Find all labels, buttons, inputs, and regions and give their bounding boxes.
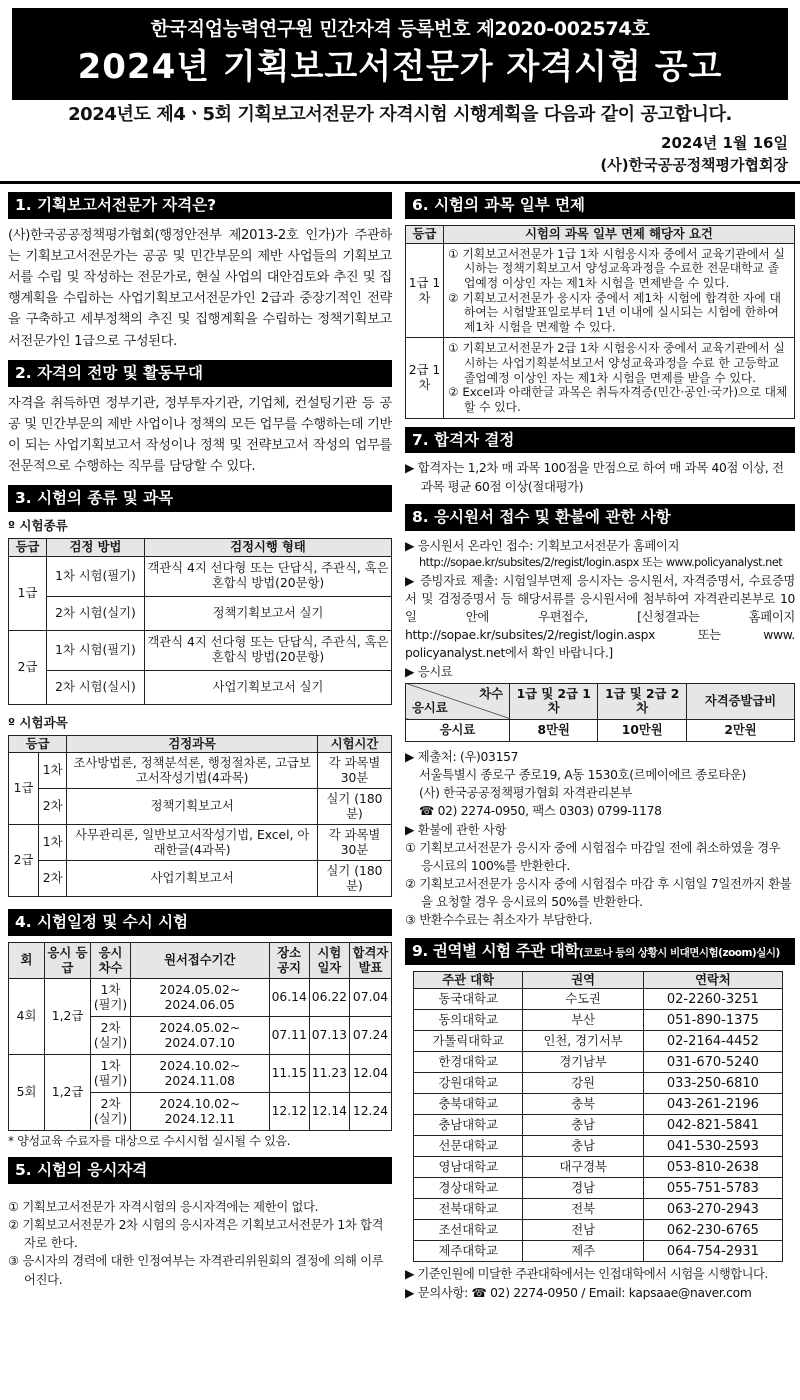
stage-cell: 2차 (39, 789, 67, 825)
result-cell: 12.24 (350, 1093, 392, 1131)
stage-cell: 1차 (필기) (91, 1055, 131, 1093)
contact-cell: 02-2260-3251 (643, 989, 782, 1010)
result-cell: 12.04 (350, 1055, 392, 1093)
exam-date-cell: 07.13 (309, 1017, 349, 1055)
section-2-title: 2. 자격의 전망 및 활동무대 (8, 360, 392, 387)
fee-cell: 8만원 (510, 719, 598, 741)
fee-header-diagonal (406, 683, 510, 719)
submission-address-label: ▶ 제출처: (우)03157 (405, 749, 519, 764)
contact-cell: 02-2164-4452 (643, 1031, 782, 1052)
form-cell: 객관식 4지 선다형 또는 단답식, 주관식, 혹은 혼합식 방법(20문항) (145, 556, 392, 596)
section-8-title: 8. 응시원서 접수 및 환불에 관한 사항 (405, 504, 795, 531)
table-row (9, 789, 392, 825)
region-cell: 대구경북 (523, 1157, 644, 1178)
section-7-title: 7. 합격자 결정 (405, 427, 795, 454)
issuer-name: (사)한국공공정책평가협회장 (600, 155, 788, 174)
section-3-title: 3. 시험의 종류 및 과목 (8, 485, 392, 512)
table-row (9, 556, 392, 596)
stage-cell: 1차 (39, 825, 67, 861)
title-banner (12, 8, 788, 100)
notice-cell: 12.12 (269, 1093, 309, 1131)
exam-date-cell: 06.22 (309, 979, 349, 1017)
exam-subjects-label: º 시험과목 (8, 714, 68, 730)
university-note: ▶ 기준인원에 미달한 주관대학에서는 인접대학에서 시험을 시행합니다. (405, 1267, 768, 1282)
method-cell: 1차 시험(필기) (47, 630, 145, 670)
table-row (414, 1010, 783, 1031)
region-cell: 부산 (523, 1010, 644, 1031)
col-grade: 응시 등급 (45, 943, 91, 979)
exam-types-label: º 시험종류 (8, 518, 68, 534)
col-certificate-fee: 자격증발급비 (687, 683, 795, 719)
table-row (406, 243, 795, 338)
table-row (414, 1031, 783, 1052)
time-cell: 각 과목별 30분 (318, 825, 392, 861)
application-url: http://sopae.kr/subsites/2/regist/login.aspx 또는 www.policyanalyst.net (419, 555, 783, 569)
notice-cell: 07.11 (269, 1017, 309, 1055)
requirement-item: ② 기획보고서전문가 응시자 중에서 제1차 시험에 합격한 자에 대하여는 시험발표일로부터 1년 이내에 실시되는 시험에 한하여 제1차 시험을 면제할 수 있다. (448, 290, 781, 334)
table-row (406, 719, 795, 741)
table-row (414, 1073, 783, 1094)
form-cell: 정책기획보고서 실기 (145, 596, 392, 630)
section-9-title-text: 9. 권역별 시험 주관 대학 (412, 941, 580, 960)
refund-item: ③ 반환수수료는 취소자가 부담한다. (405, 913, 593, 928)
registration-number: 한국직업능력연구원 민간자격 등록번호 제2020-002574호 (150, 18, 650, 40)
col-stage: 응시 차수 (91, 943, 131, 979)
stage-cell: 2차 (실기) (91, 1017, 131, 1055)
result-cell: 07.24 (350, 1017, 392, 1055)
time-cell: 실기 (180분) (318, 861, 392, 897)
subject-cell: 정책기획보고서 (67, 789, 318, 825)
section-9-title-note: (코로나 등의 상황시 비대면시험(zoom)실시) (579, 946, 780, 959)
region-cell: 강원 (523, 1073, 644, 1094)
region-cell: 충남 (523, 1115, 644, 1136)
fee-cell: 10만원 (598, 719, 687, 741)
period-cell: 2024.05.02~ 2024.06.05 (131, 979, 270, 1017)
schedule-note: * 양성교육 수료자를 대상으로 수시시험 실시될 수 있음. (8, 1134, 291, 1149)
refund-item: ② 기획보고서전문가 응시자 중에 시험접수 마감 후 시험일 7일전까지 환불을 요청할 경우 응시료의 50%를 반환한다. (405, 877, 792, 910)
table-row (414, 1220, 783, 1241)
form-cell: 사업기획보고서 실기 (145, 670, 392, 704)
announcement-date: 2024년 1월 16일 (661, 134, 788, 152)
section-9-title (405, 938, 795, 965)
region-cell: 충남 (523, 1136, 644, 1157)
region-cell: 경남 (523, 1178, 644, 1199)
announcement-date-block (600, 133, 788, 177)
online-application: ▶ 응시원서 온라인 접수: 기획보고서전문가 홈페이지 (405, 538, 680, 553)
stage-cell: 1차 (39, 753, 67, 789)
notice-cell: 11.15 (269, 1055, 309, 1093)
period-cell: 2024.05.02~ 2024.07.10 (131, 1017, 270, 1055)
page-title: 2024년 기획보고서전문가 자격시험 공고 (77, 46, 723, 87)
university-cell: 충남대학교 (414, 1115, 523, 1136)
requirement-item: ① 기획보고서전문가 2급 1차 시험응시자 중에서 교육기관에서 실시하는 사업기획분석보고서 양성교육과정을 수료 한 고등학교 졸업예정 이상인 자는 제1차 시험을 면제를 받을 수 있다. (448, 341, 785, 385)
col-grade: 등급 (9, 538, 47, 556)
university-cell: 선문대학교 (414, 1136, 523, 1157)
table-row (406, 338, 795, 418)
col-application-period: 원서접수기간 (131, 943, 270, 979)
stage-cell: 1차 (필기) (91, 979, 131, 1017)
region-cell: 수도권 (523, 989, 644, 1010)
table-row (9, 630, 392, 670)
col-grade: 등급 (9, 735, 67, 753)
submission-address: 서울특별시 종로구 종로19, A동 1530호(르메이에르 종로타운) (419, 767, 747, 782)
grade-cell: 1급 (9, 753, 39, 825)
refund-label: ▶ 환불에 관한 사항 (405, 822, 507, 837)
period-cell: 2024.10.02~ 2024.12.11 (131, 1093, 270, 1131)
requirement-cell (444, 338, 795, 418)
university-cell: 영남대학교 (414, 1157, 523, 1178)
contact-cell: 064-754-2931 (643, 1241, 782, 1262)
table-row (9, 670, 392, 704)
university-cell: 제주대학교 (414, 1241, 523, 1262)
col-exam-date: 시험 일자 (309, 943, 349, 979)
table-row (9, 596, 392, 630)
col-region: 권역 (523, 971, 644, 989)
section-1-body: (사)한국공공정책평가협회(행정안전부 제2013-2호 인가)가 주관하는 기획보고서전문가는 공공 및 민간부문의 제반 사업들의 기획보고서를 수립 및 작성하는 전문가로, 현실 사업의 대안검토와 추진 및 집행계획을 수립하는 사업기획보고서전문가인 2급과 중장기적인 전략을 구축하고 세부정책의 추진 및 집행계획을 수립하는 정책기획보고서전문가인 1급으로 구성된다. (8, 227, 392, 349)
university-cell: 전북대학교 (414, 1199, 523, 1220)
grade-cell: 1급 1차 (406, 243, 444, 338)
refund-item: ① 기획보고서전문가 응시자 중에 시험접수 마감일 전에 취소하였을 경우 응시료의 100%를 반환한다. (405, 840, 781, 873)
header-stage: 차수 (479, 686, 503, 701)
right-column (405, 192, 795, 1302)
grade-cell: 1,2급 (45, 1055, 91, 1131)
region-cell: 충북 (523, 1094, 644, 1115)
table-row (414, 1178, 783, 1199)
exam-subjects-table (8, 735, 392, 898)
section-4-title: 4. 시험일정 및 수시 시험 (8, 909, 392, 936)
requirement-cell (444, 243, 795, 338)
university-cell: 동국대학교 (414, 989, 523, 1010)
method-cell: 2차 시험(실기) (47, 596, 145, 630)
result-cell: 07.04 (350, 979, 392, 1017)
region-cell: 전북 (523, 1199, 644, 1220)
university-cell: 한경대학교 (414, 1052, 523, 1073)
fee-cell: 2만원 (687, 719, 795, 741)
header-divider (0, 181, 800, 184)
contact-cell: 041-530-2593 (643, 1136, 782, 1157)
submission-org: (사) 한국공공정책평가협회 자격관리본부 (419, 786, 633, 801)
header-fee: 응시료 (412, 701, 448, 716)
stage-cell: 2차 (39, 861, 67, 897)
round-cell: 4회 (9, 979, 45, 1055)
table-row (414, 1199, 783, 1220)
table-row (414, 1115, 783, 1136)
method-cell: 2차 시험(실시) (47, 670, 145, 704)
contact-cell: 042-821-5841 (643, 1115, 782, 1136)
stage-cell: 2차 (실기) (91, 1093, 131, 1131)
exam-types-table (8, 538, 392, 705)
contact-cell: 051-890-1375 (643, 1010, 782, 1031)
col-stage-1: 1급 및 2급 1차 (510, 683, 598, 719)
method-cell: 1차 시험(필기) (47, 556, 145, 596)
section-6-title: 6. 시험의 과목 일부 면제 (405, 192, 795, 219)
university-cell: 동의대학교 (414, 1010, 523, 1031)
form-cell: 객관식 4지 선다형 또는 단답식, 주관식, 혹은 혼합식 방법(20문항) (145, 630, 392, 670)
col-result-date: 합격자 발표 (350, 943, 392, 979)
notice-cell: 06.14 (269, 979, 309, 1017)
time-cell: 각 과목별 30분 (318, 753, 392, 789)
col-requirement: 시험의 과목 일부 면제 해당자 요건 (444, 225, 795, 243)
contact-cell: 053-810-2638 (643, 1157, 782, 1178)
region-cell: 인천, 경기서부 (523, 1031, 644, 1052)
region-cell: 제주 (523, 1241, 644, 1262)
fee-cell: 응시료 (406, 719, 510, 741)
table-row (9, 861, 392, 897)
exam-date-cell: 12.14 (309, 1093, 349, 1131)
contact-cell: 043-261-2196 (643, 1094, 782, 1115)
requirement-item: ① 기획보고서전문가 1급 1차 시험응시자 중에서 교육기관에서 실시하는 정책기획보고서 양성교육과정을 수료한 전문대학교 졸업예정 이상인 자는 제1차 시험을 면제받을 수 있다. (448, 246, 785, 290)
subject-cell: 사무관리론, 일반보고서작성기법, Excel, 아래한글(4과목) (67, 825, 318, 861)
grade-cell: 2급 1차 (406, 338, 444, 418)
university-cell: 가톨릭대학교 (414, 1031, 523, 1052)
announcement-intro: 2024년도 제4ㆍ5회 기획보고서전문가 자격시험 시행계획을 다음과 같이 공고합니다. (68, 104, 732, 125)
exam-schedule-table (8, 942, 392, 1131)
col-method: 검정 방법 (47, 538, 145, 556)
table-row (414, 1094, 783, 1115)
eligibility-item: ② 기획보고서전문가 2차 시험의 응시자격은 기획보고서전문가 1차 합격자로 한다. (8, 1218, 384, 1251)
subject-cell: 사업기획보고서 (67, 861, 318, 897)
region-cell: 전남 (523, 1220, 644, 1241)
university-cell: 경상대학교 (414, 1178, 523, 1199)
contact-cell: 063-270-2943 (643, 1199, 782, 1220)
inquiry-contact: ▶ 문의사항: ☎ 02) 2274-0950 / Email: kapsaae@naver.com (405, 1285, 752, 1300)
col-subject: 검정과목 (67, 735, 318, 753)
university-cell: 조선대학교 (414, 1220, 523, 1241)
university-cell: 충북대학교 (414, 1094, 523, 1115)
contact-cell: 062-230-6765 (643, 1220, 782, 1241)
university-table (413, 971, 783, 1263)
eligibility-item: ③ 응시자의 경력에 대한 인정여부는 자격관리위원회의 결정에 의해 이루어진다. (8, 1254, 384, 1287)
table-row (9, 1055, 392, 1093)
section-1-title: 1. 기획보고서전문가 자격은? (8, 192, 392, 219)
grade-cell: 1,2급 (45, 979, 91, 1055)
fee-table (405, 683, 795, 742)
table-row (414, 1157, 783, 1178)
round-cell: 5회 (9, 1055, 45, 1131)
submission-contact: ☎ 02) 2274-0950, 팩스 0303) 0799-1178 (419, 804, 662, 819)
table-row (414, 1052, 783, 1073)
col-contact: 연락처 (643, 971, 782, 989)
col-venue-notice: 장소 공지 (269, 943, 309, 979)
left-column (8, 192, 392, 1289)
subject-cell: 조사방법론, 정책분석론, 행정절차론, 고급보고서작성기법(4과목) (67, 753, 318, 789)
university-cell: 강원대학교 (414, 1073, 523, 1094)
grade-cell: 1급 (9, 556, 47, 630)
contact-cell: 055-751-5783 (643, 1178, 782, 1199)
col-university: 주관 대학 (414, 971, 523, 989)
fee-label: ▶ 응시료 (405, 664, 453, 679)
table-row (414, 989, 783, 1010)
exemption-table (405, 225, 795, 419)
grade-cell: 2급 (9, 630, 47, 704)
table-row (9, 979, 392, 1017)
contact-cell: 033-250-6810 (643, 1073, 782, 1094)
table-row (414, 1136, 783, 1157)
col-round: 회 (9, 943, 45, 979)
col-stage-2: 1급 및 2급 2차 (598, 683, 687, 719)
section-5-title: 5. 시험의 응시자격 (8, 1157, 392, 1184)
document-submission: ▶ 증빙자료 제출: 시험일부면제 응시자는 응시원서, 자격증명서, 수료증명서 및 검정증명서 등 해당서류를 응시원서에 첨부하여 자격관리본부로 10일 안에 우편접수, [신청결과는 홈페이지 http://sopae.kr/subsites/2/regist/login.aspx 또는 www. policyanalyst.net에서 확인 바랍니다.] (405, 573, 795, 661)
exam-date-cell: 11.23 (309, 1055, 349, 1093)
time-cell: 실기 (180분) (318, 789, 392, 825)
table-row (414, 1241, 783, 1262)
period-cell: 2024.10.02~ 2024.11.08 (131, 1055, 270, 1093)
grade-cell: 2급 (9, 825, 39, 897)
contact-cell: 031-670-5240 (643, 1052, 782, 1073)
pass-criteria: ▶ 합격자는 1,2차 매 과목 100점을 만점으로 하여 매 과목 40점 이상, 전 과목 평균 60점 이상(절대평가) (405, 461, 784, 494)
col-form: 검정시행 형태 (145, 538, 392, 556)
col-time: 시험시간 (318, 735, 392, 753)
table-row (9, 825, 392, 861)
region-cell: 경기남부 (523, 1052, 644, 1073)
table-row (9, 753, 392, 789)
eligibility-item: ① 기획보고서전문가 자격시험의 응시자격에는 제한이 없다. (8, 1199, 319, 1214)
col-grade: 등급 (406, 225, 444, 243)
section-2-body: 자격을 취득하면 정부기관, 정부투자기관, 기업체, 컨설팅기관 등 공공 및 민간부문의 제반 사업이나 정책의 모든 업무를 수행하는데 기반이 되는 사업기획보고서 작성이나 정책 및 전략보고서 작성의 업무를 전문적으로 수행하는 직무를 담당할 수 있다. (8, 395, 392, 474)
requirement-item: ② Excel과 아래한글 과목은 취득자격증(민간·공인·국가)으로 대체할 수 있다. (448, 385, 788, 414)
